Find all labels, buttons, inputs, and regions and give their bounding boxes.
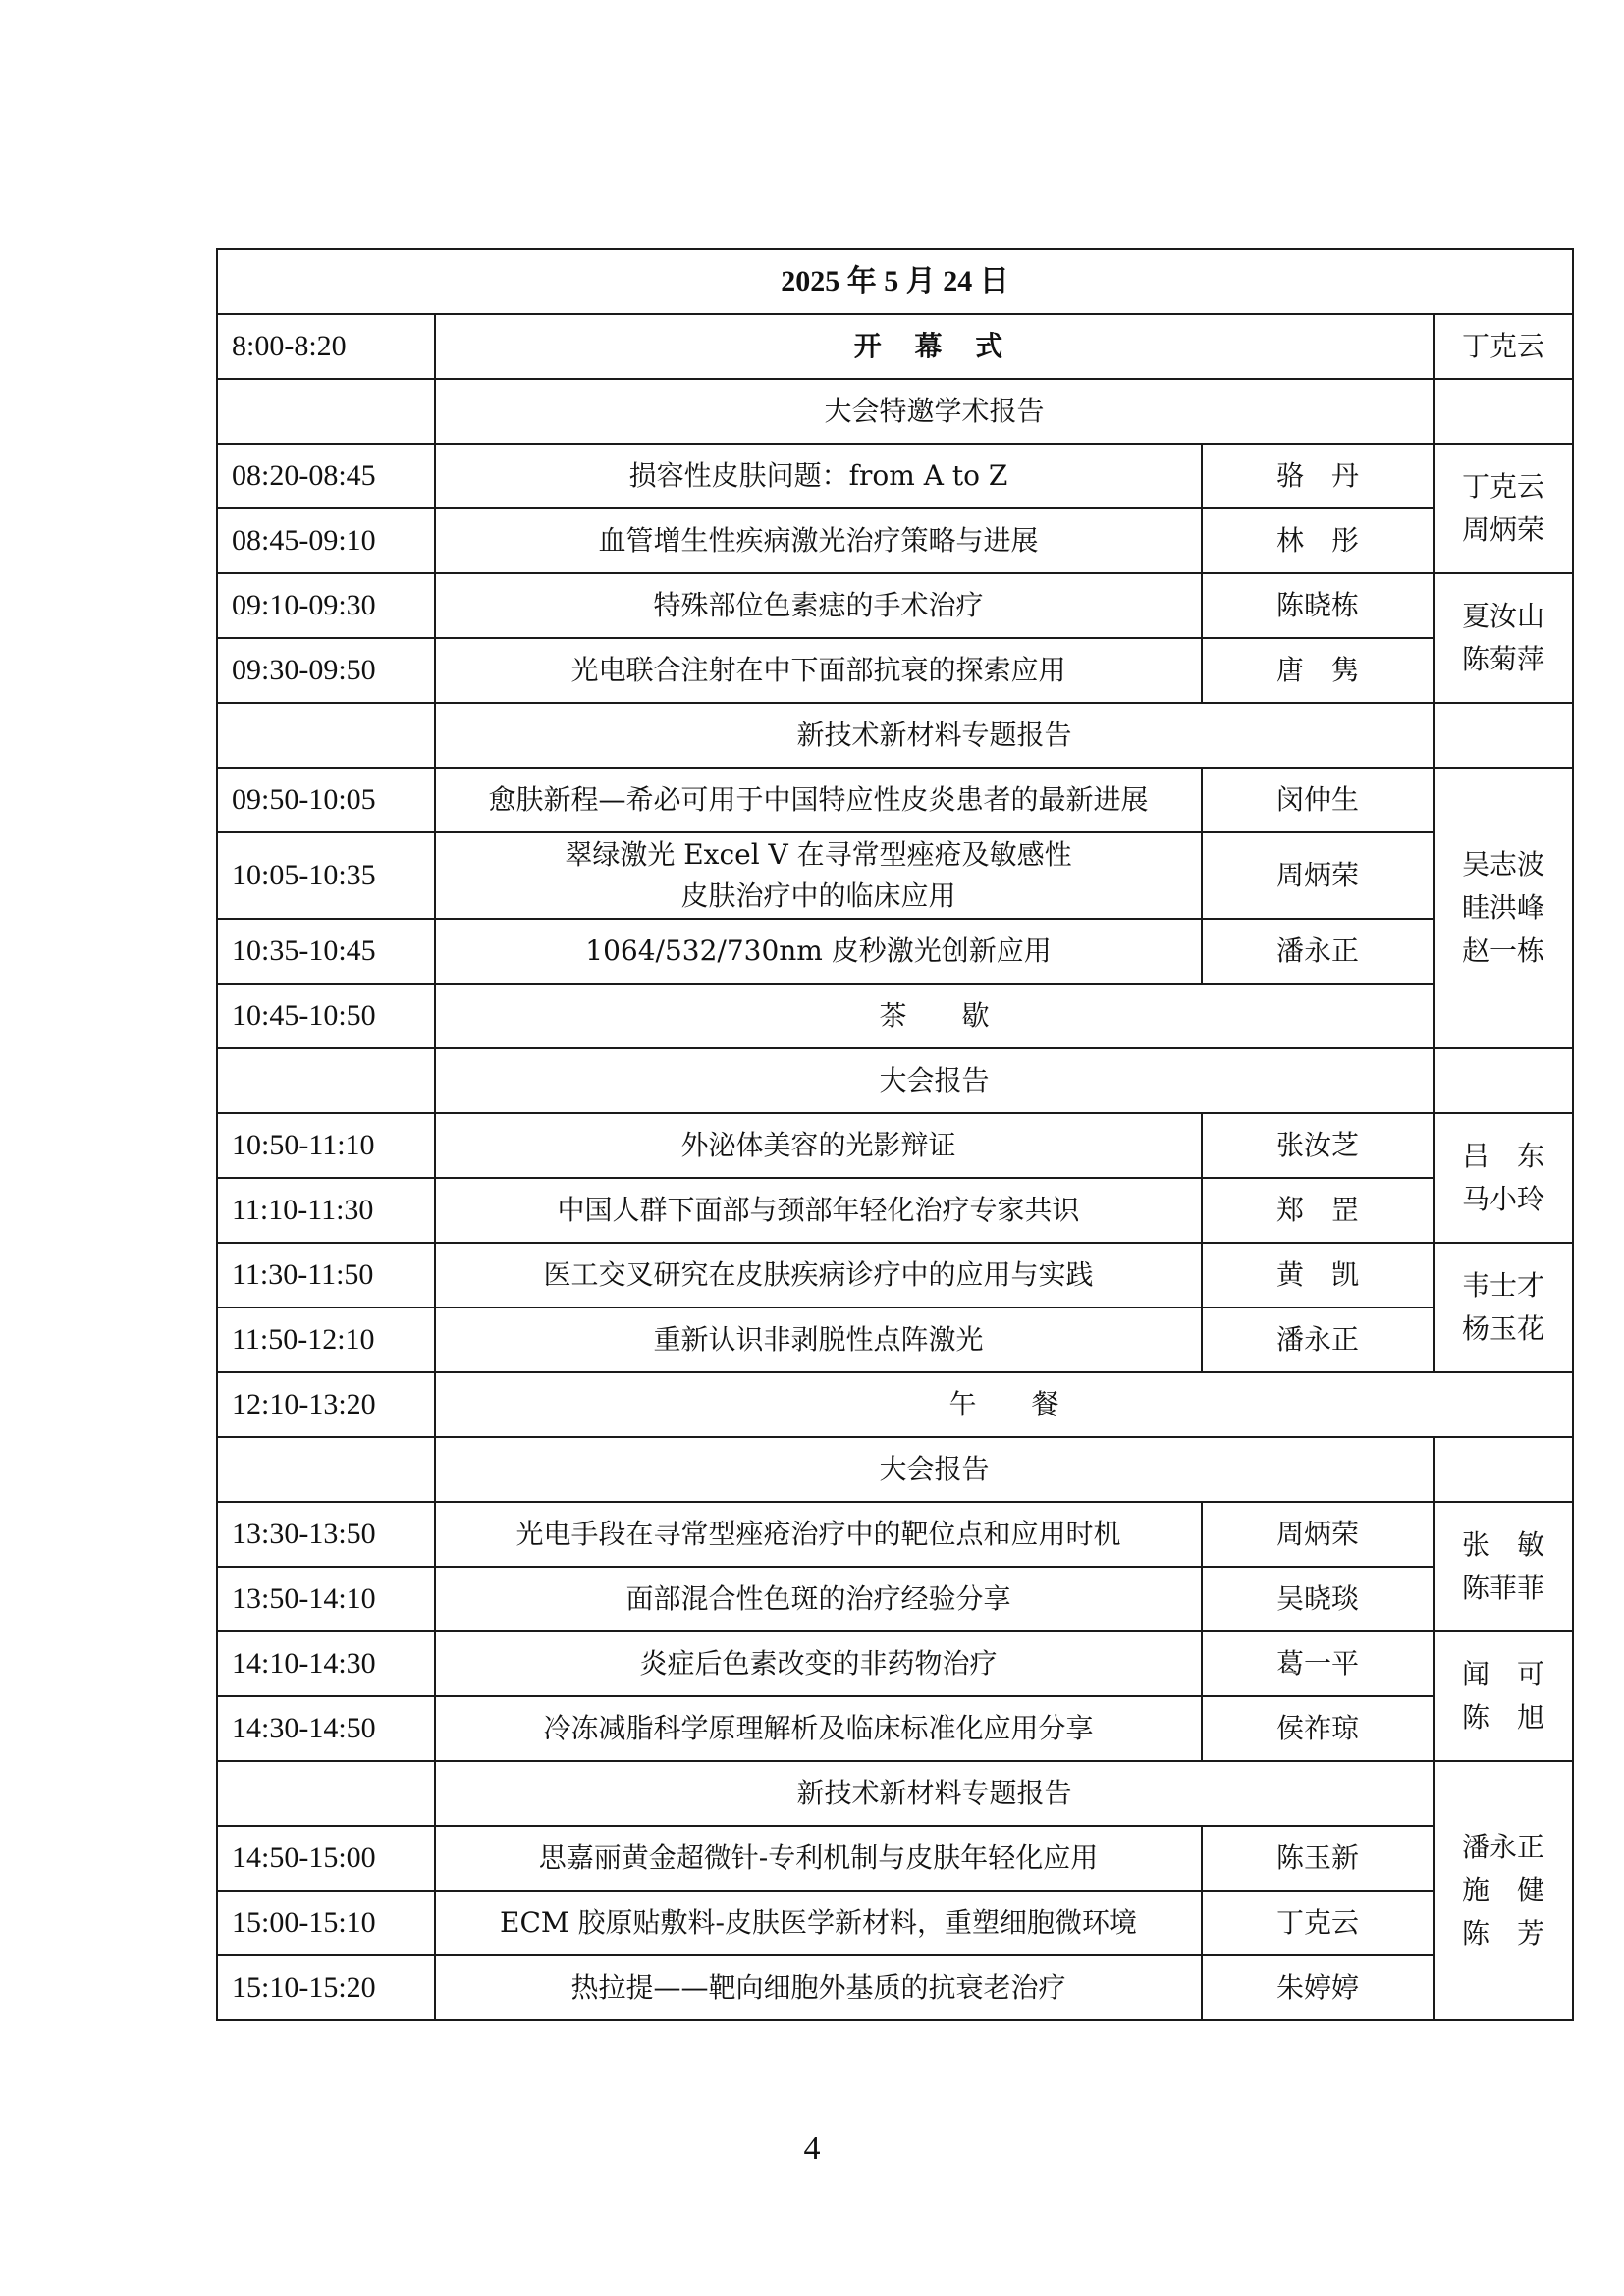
session-title: ECM 胶原贴敷料-皮肤医学新材料，重塑细胞微环境 [435, 1891, 1202, 1955]
session-row [217, 919, 1573, 984]
session-speaker: 侯祚琼 [1202, 1696, 1434, 1761]
session-row [217, 573, 1573, 638]
session-title: 损容性皮肤问题：from A to Z [435, 444, 1202, 508]
session-speaker: 朱婷婷 [1202, 1955, 1434, 2020]
session-row [217, 1113, 1573, 1178]
session-time: 11:10-11:30 [217, 1178, 435, 1243]
session-speaker: 林 彤 [1202, 508, 1434, 573]
session-speaker: 葛一平 [1202, 1631, 1434, 1696]
section-title: 新技术新材料专题报告 [435, 1761, 1434, 1826]
session-title: 重新认识非剥脱性点阵激光 [435, 1308, 1202, 1372]
opening-row [217, 314, 1573, 379]
empty-cell [1434, 379, 1573, 444]
session-row [217, 832, 1573, 919]
empty-cell [1434, 1048, 1573, 1113]
chair-cell: 丁克云 [1434, 314, 1573, 379]
session-time: 12:10-13:20 [217, 1372, 435, 1437]
session-row [217, 1826, 1573, 1891]
session-title: 冷冻减脂科学原理解析及临床标准化应用分享 [435, 1696, 1202, 1761]
session-title: 面部混合性色斑的治疗经验分享 [435, 1567, 1202, 1631]
session-title: 医工交叉研究在皮肤疾病诊疗中的应用与实践 [435, 1243, 1202, 1308]
session-row [217, 508, 1573, 573]
session-title: 热拉提——靶向细胞外基质的抗衰老治疗 [435, 1955, 1202, 2020]
chair-cell: 闻 可 陈 旭 [1434, 1631, 1573, 1761]
section-header-row [217, 1761, 1573, 1826]
session-title: 血管增生性疾病激光治疗策略与进展 [435, 508, 1202, 573]
empty-cell [217, 1437, 435, 1502]
session-row [217, 1955, 1573, 2020]
session-row [217, 1308, 1573, 1372]
session-title: 光电联合注射在中下面部抗衰的探索应用 [435, 638, 1202, 703]
empty-cell [1434, 1437, 1573, 1502]
session-row [217, 1696, 1573, 1761]
session-title: 炎症后色素改变的非药物治疗 [435, 1631, 1202, 1696]
session-row [217, 1631, 1573, 1696]
section-title: 大会特邀学术报告 [435, 379, 1434, 444]
session-title: 思嘉丽黄金超微针-专利机制与皮肤年轻化应用 [435, 1826, 1202, 1891]
session-time: 8:00-8:20 [217, 314, 435, 379]
session-row [217, 638, 1573, 703]
session-speaker: 吴晓琰 [1202, 1567, 1434, 1631]
lunch-row [217, 1372, 1573, 1437]
empty-cell [217, 1761, 435, 1826]
date-row [217, 249, 1573, 314]
session-speaker: 丁克云 [1202, 1891, 1434, 1955]
schedule-table [216, 248, 1574, 2021]
chair-cell: 丁克云 周炳荣 [1434, 444, 1573, 573]
chair-cell: 张 敏 陈菲菲 [1434, 1502, 1573, 1631]
section-header-row [217, 1048, 1573, 1113]
session-speaker: 骆 丹 [1202, 444, 1434, 508]
empty-cell [217, 1048, 435, 1113]
session-row [217, 768, 1573, 832]
session-title: 光电手段在寻常型痤疮治疗中的靶位点和应用时机 [435, 1502, 1202, 1567]
session-time: 09:50-10:05 [217, 768, 435, 832]
session-row [217, 1243, 1573, 1308]
empty-cell [1434, 703, 1573, 768]
tea-break: 茶 歇 [435, 984, 1434, 1048]
session-row [217, 444, 1573, 508]
empty-cell [217, 379, 435, 444]
session-speaker: 黄 凯 [1202, 1243, 1434, 1308]
lunch-title: 午 餐 [435, 1372, 1573, 1437]
section-header-row [217, 703, 1573, 768]
session-time: 15:10-15:20 [217, 1955, 435, 2020]
session-row [217, 1891, 1573, 1955]
session-time: 10:05-10:35 [217, 832, 435, 919]
session-speaker: 周炳荣 [1202, 832, 1434, 919]
session-title: 特殊部位色素痣的手术治疗 [435, 573, 1202, 638]
session-time: 10:45-10:50 [217, 984, 435, 1048]
section-header-row [217, 1437, 1573, 1502]
session-time: 09:10-09:30 [217, 573, 435, 638]
section-title: 大会报告 [435, 1437, 1434, 1502]
session-speaker: 潘永正 [1202, 1308, 1434, 1372]
session-row [217, 1502, 1573, 1567]
session-title: 愈肤新程—希必可用于中国特应性皮炎患者的最新进展 [435, 768, 1202, 832]
chair-cell: 潘永正 施 健 陈 芳 [1434, 1761, 1573, 2020]
session-time: 08:20-08:45 [217, 444, 435, 508]
session-time: 13:30-13:50 [217, 1502, 435, 1567]
chair-cell: 夏汝山 陈菊萍 [1434, 573, 1573, 703]
session-time: 08:45-09:10 [217, 508, 435, 573]
section-title: 新技术新材料专题报告 [435, 703, 1434, 768]
session-title: 1064/532/730nm 皮秒激光创新应用 [435, 919, 1202, 984]
session-time: 10:35-10:45 [217, 919, 435, 984]
session-speaker: 潘永正 [1202, 919, 1434, 984]
session-speaker: 张汝芝 [1202, 1113, 1434, 1178]
session-title: 中国人群下面部与颈部年轻化治疗专家共识 [435, 1178, 1202, 1243]
chair-cell: 吕 东 马小玲 [1434, 1113, 1573, 1243]
session-time: 09:30-09:50 [217, 638, 435, 703]
session-speaker: 唐 隽 [1202, 638, 1434, 703]
opening-title: 开 幕 式 [435, 314, 1434, 379]
session-speaker: 周炳荣 [1202, 1502, 1434, 1567]
session-row [217, 1178, 1573, 1243]
session-speaker: 闵仲生 [1202, 768, 1434, 832]
session-time: 14:30-14:50 [217, 1696, 435, 1761]
page-number: 4 [803, 2130, 821, 2166]
session-time: 14:10-14:30 [217, 1631, 435, 1696]
session-title: 翠绿激光 Excel V 在寻常型痤疮及敏感性 皮肤治疗中的临床应用 [435, 832, 1202, 919]
session-time: 11:30-11:50 [217, 1243, 435, 1308]
session-speaker: 陈玉新 [1202, 1826, 1434, 1891]
session-time: 13:50-14:10 [217, 1567, 435, 1631]
chair-cell: 吴志波 眭洪峰 赵一栋 [1434, 768, 1573, 1048]
session-speaker: 陈晓栋 [1202, 573, 1434, 638]
session-speaker: 郑 罡 [1202, 1178, 1434, 1243]
session-time: 15:00-15:10 [217, 1891, 435, 1955]
session-time: 14:50-15:00 [217, 1826, 435, 1891]
session-row [217, 1567, 1573, 1631]
session-time: 11:50-12:10 [217, 1308, 435, 1372]
section-header-row [217, 379, 1573, 444]
date-header: 2025 年 5 月 24 日 [217, 249, 1573, 314]
chair-cell: 韦士才 杨玉花 [1434, 1243, 1573, 1372]
break-row [217, 984, 1573, 1048]
session-title: 外泌体美容的光影辩证 [435, 1113, 1202, 1178]
empty-cell [217, 703, 435, 768]
section-title: 大会报告 [435, 1048, 1434, 1113]
session-time: 10:50-11:10 [217, 1113, 435, 1178]
